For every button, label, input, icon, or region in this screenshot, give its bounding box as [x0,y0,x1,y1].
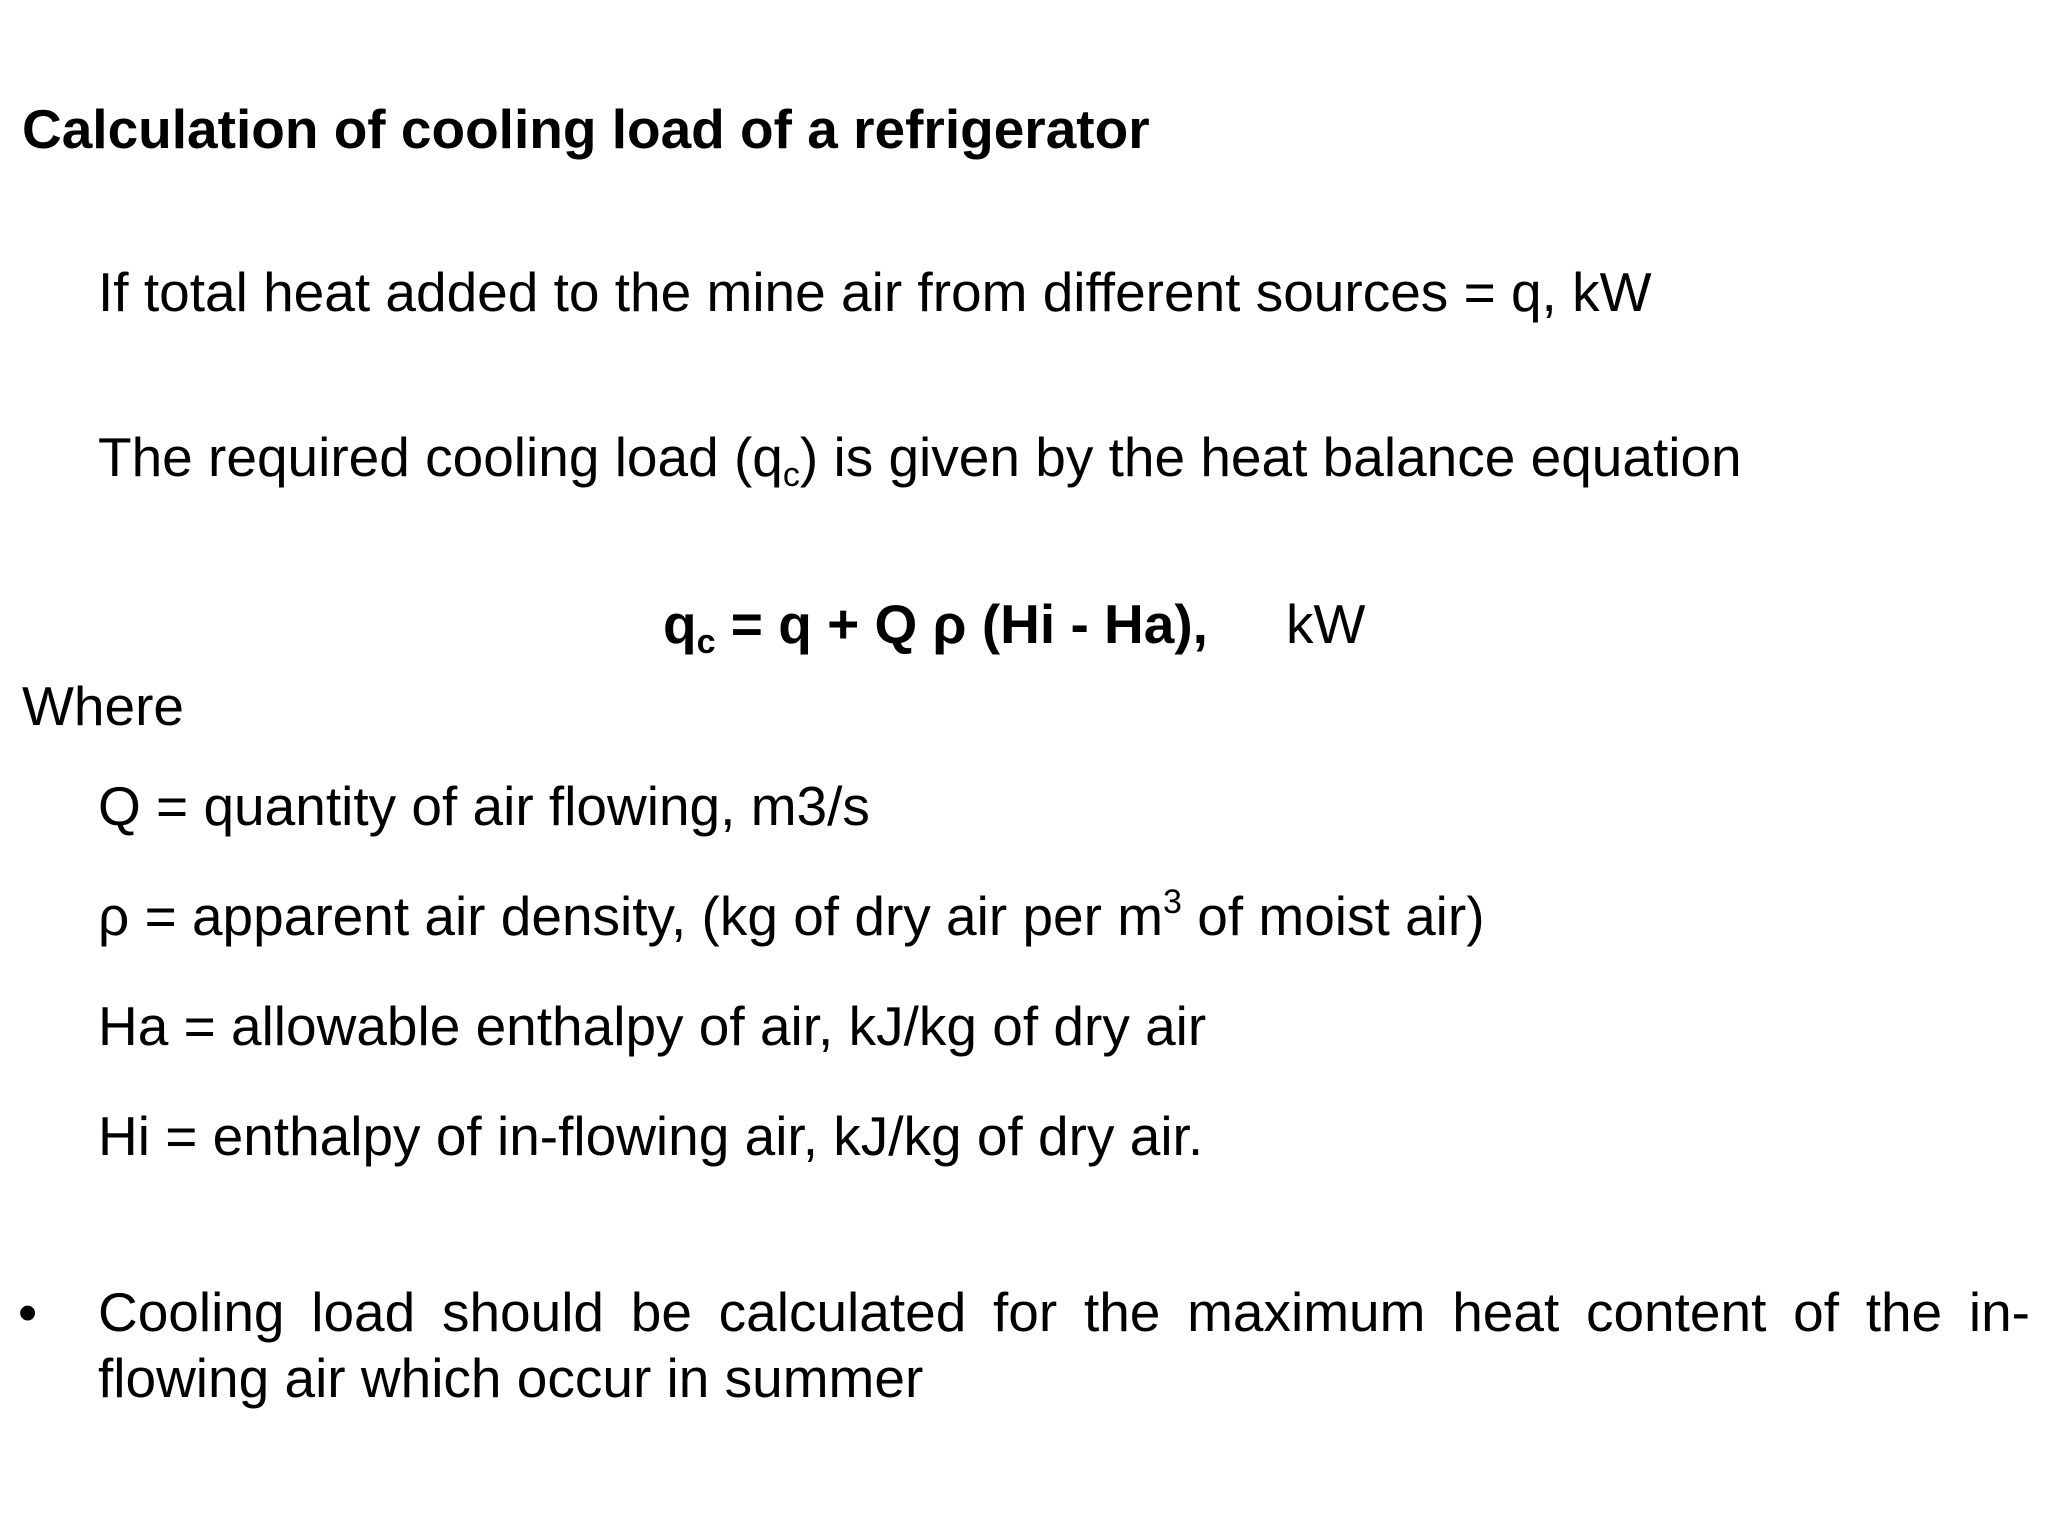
cooling-load-intro-text-end: ) is given by the heat balance equation [799,426,1742,488]
equation-rhs: = q + Q ρ (Hi - Ha), [715,593,1208,655]
equation-lhs-symbol: q [663,593,697,655]
bullet-text: Cooling load should be calculated for the maximum heat content of the in-flowing air which occur in summer [98,1281,2030,1409]
cooling-load-intro-text-start: The required cooling load (q [98,426,783,488]
definition-rho-text-start: ρ = apparent air density, (kg of dry air per m [98,885,1164,947]
heat-balance-equation [663,591,1366,661]
equation-lhs-subscript: c [696,623,716,661]
definition-rho [98,883,1485,949]
where-label: Where [22,675,184,737]
total-heat-statement: If total heat added to the mine air from different sources = q, kW [98,261,1652,323]
slide-title: Calculation of cooling load of a refrigerator [22,98,1150,160]
definition-ha: Ha = allowable enthalpy of air, kJ/kg of dry air [98,995,1207,1057]
cooling-load-intro [98,424,1742,494]
qc-subscript: c [782,456,800,494]
cubic-superscript: 3 [1163,883,1182,921]
definition-hi: Hi = enthalpy of in-flowing air, kJ/kg of dry air. [98,1105,1204,1167]
equation-unit: kW [1285,593,1366,655]
equation-lhs [663,593,716,661]
definition-rho-text-end: of moist air) [1181,885,1485,947]
bullet-icon: • [18,1281,38,1343]
definition-q: Q = quantity of air flowing, m3/s [98,775,870,837]
